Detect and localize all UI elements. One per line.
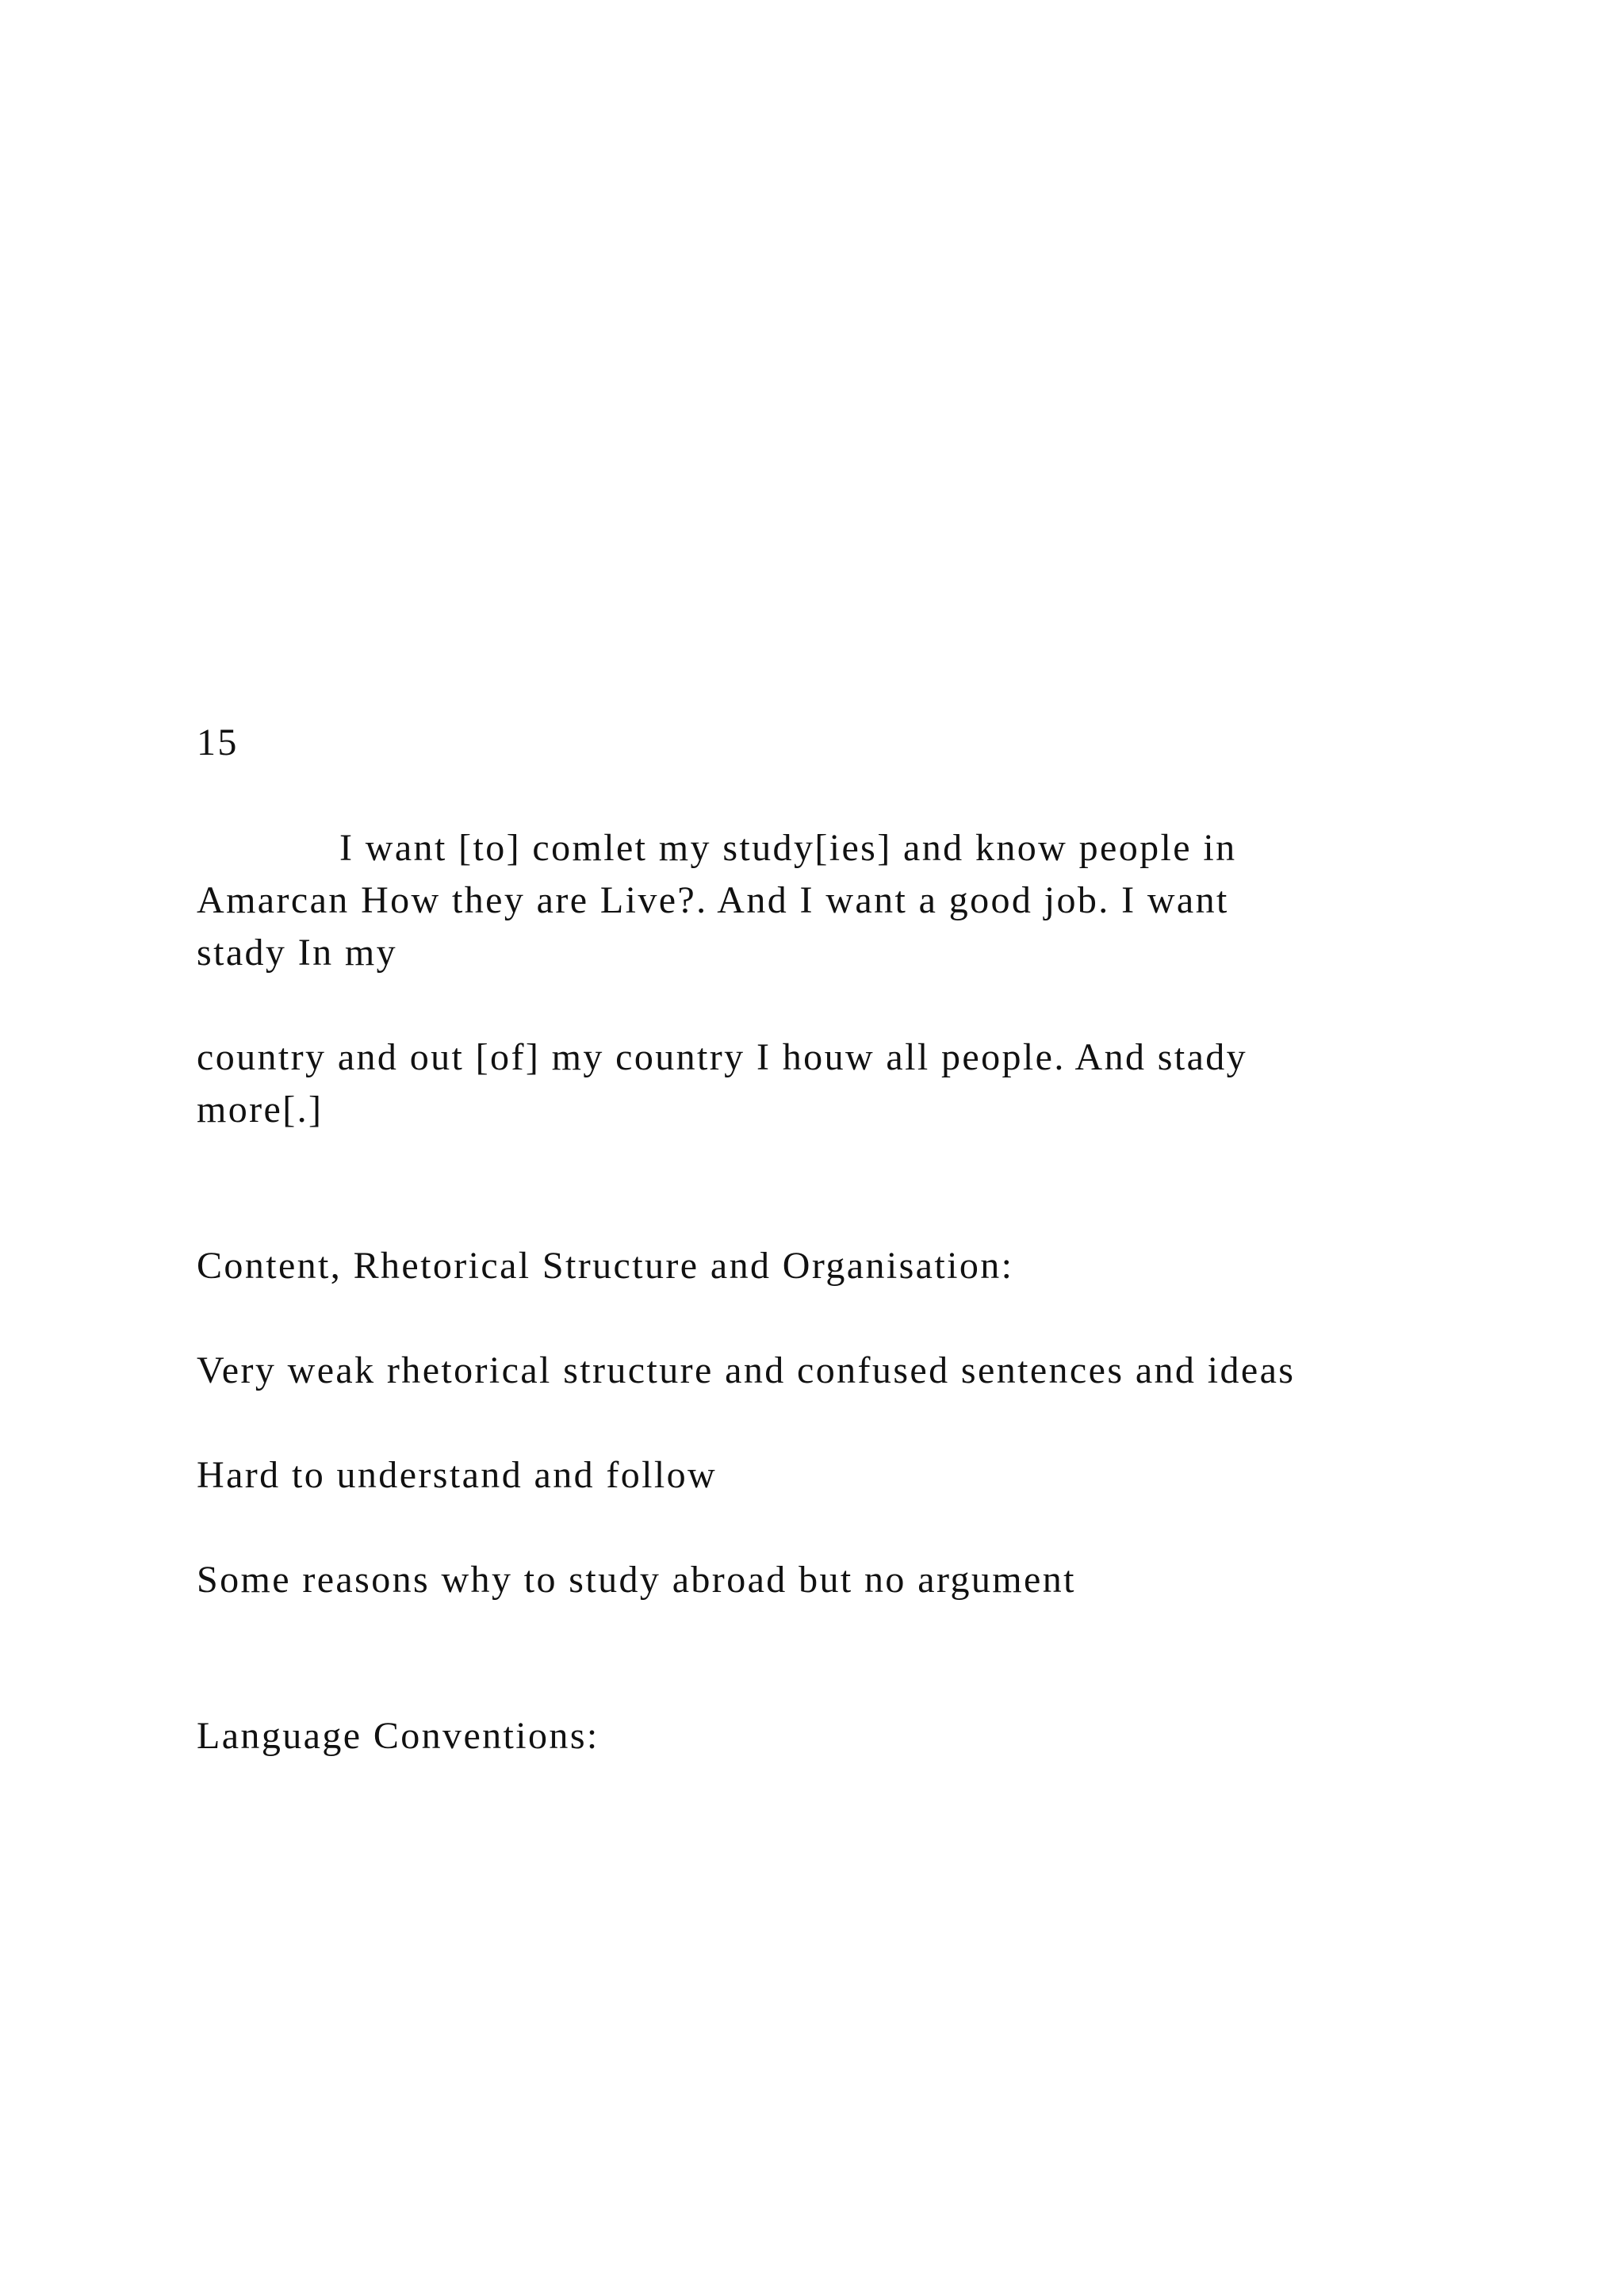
feedback-point: Hard to understand and follow [197,1454,718,1496]
essay-line: I want [to] comlet my study[ies] and know people in [339,827,1237,869]
essay-line: more[.] [197,1089,324,1131]
page-number: 15 [197,721,239,763]
essay-line: stady In my [197,932,398,974]
essay-line: country and out [of] my country I houw all people. And stady [197,1036,1248,1078]
language-heading: Language Conventions: [197,1715,599,1757]
feedback-point: Some reasons why to study abroad but no argument [197,1559,1076,1601]
content-heading: Content, Rhetorical Structure and Organisation: [197,1245,1014,1287]
feedback-point: Very weak rhetorical structure and confused sentences and ideas [197,1349,1296,1391]
essay-line: Amarcan How they are Live?. And I want a good job. I want [197,879,1229,921]
